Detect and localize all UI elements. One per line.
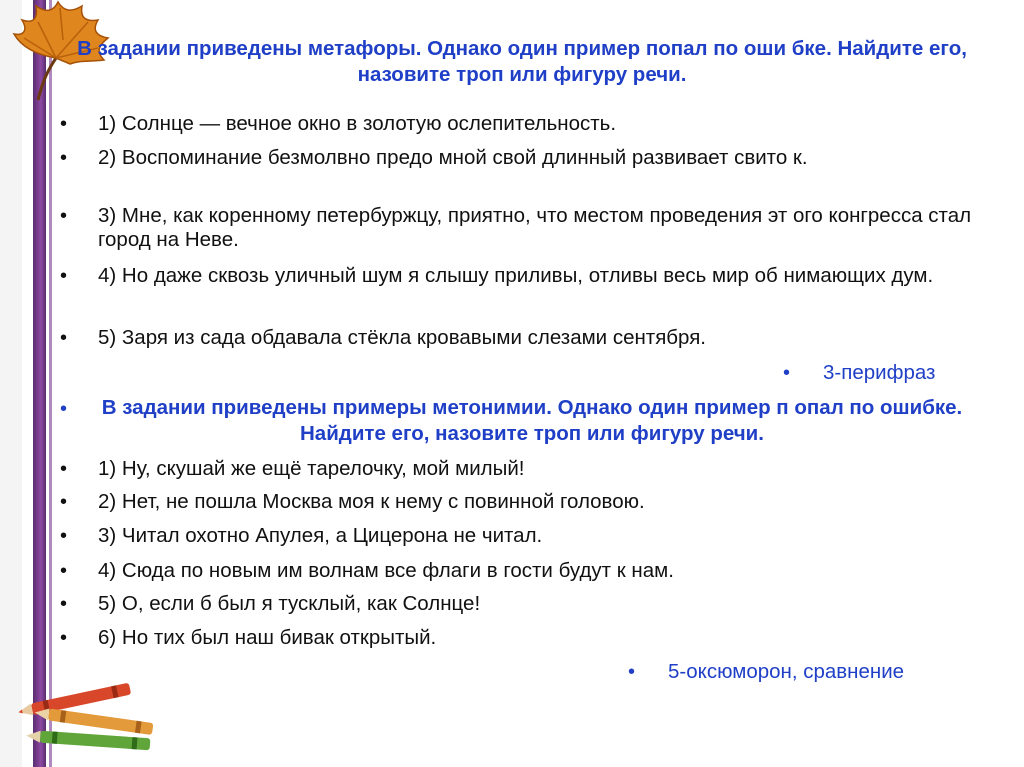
list-item: 4) Сюда по новым им волнам все флаги в гости будут к нам.: [98, 559, 674, 582]
list-item: 4) Но даже сквозь уличный шум я слышу приливы, отливы весь мир об нимающих дум.: [98, 264, 934, 287]
list-item: 5) Заря из сада обдавала стёкла кровавыми слезами сентября.: [98, 326, 707, 349]
thin-border-line: [49, 0, 52, 767]
bullet-icon: •: [60, 113, 68, 135]
section2-answer: 5-оксюморон, сравнение: [668, 660, 905, 683]
list-item: 5) О, если б был я тусклый, как Солнце!: [98, 592, 481, 615]
bullet-icon: •: [60, 458, 68, 480]
crayons-icon: [8, 682, 168, 762]
list-item: 2) Воспоминание безмолвно предо мной свой длинный развивает свито к.: [98, 146, 808, 169]
answer-bullet-icon: •: [783, 362, 791, 384]
section2-heading: В задании приведены примеры метонимии. Однако один пример п опал по ошибке. Найдите его, назовите троп или фигуру речи.: [101, 396, 963, 445]
list-item: 1) Ну, скушай же ещё тарелочку, мой милый!: [98, 457, 525, 480]
section1-heading: В задании приведены метафоры. Однако один пример попал по оши бке. Найдите его, назовите троп или фигуру речи.: [77, 37, 967, 86]
bullet-icon: •: [60, 560, 68, 582]
list-item: 6) Но тих был наш бивак открытый.: [98, 626, 437, 649]
bullet-icon: •: [60, 525, 68, 547]
bullet-icon: •: [60, 491, 68, 513]
list-item: 3) Читал охотно Апулея, а Цицерона не читал.: [98, 524, 543, 547]
answer-bullet-icon: •: [628, 661, 636, 683]
left-border-strip: [0, 0, 22, 767]
bullet-icon: •: [60, 593, 68, 615]
purple-border-bar: [33, 0, 46, 767]
list-item: 1) Солнце — вечное окно в золотую ослепительность.: [98, 112, 617, 135]
bullet-icon: •: [60, 205, 68, 227]
heading-bullet-icon: •: [60, 398, 68, 420]
list-item: 2) Нет, не пошла Москва моя к нему с повинной головою.: [98, 490, 645, 513]
list-item: 3) Мне, как коренному петербуржцу, приятно, что местом проведения эт ого конгресса стал город на Неве.: [98, 204, 972, 251]
bullet-icon: •: [60, 265, 68, 287]
bullet-icon: •: [60, 147, 68, 169]
bullet-icon: •: [60, 627, 68, 649]
bullet-icon: •: [60, 327, 68, 349]
section1-answer: 3-перифраз: [823, 361, 936, 384]
